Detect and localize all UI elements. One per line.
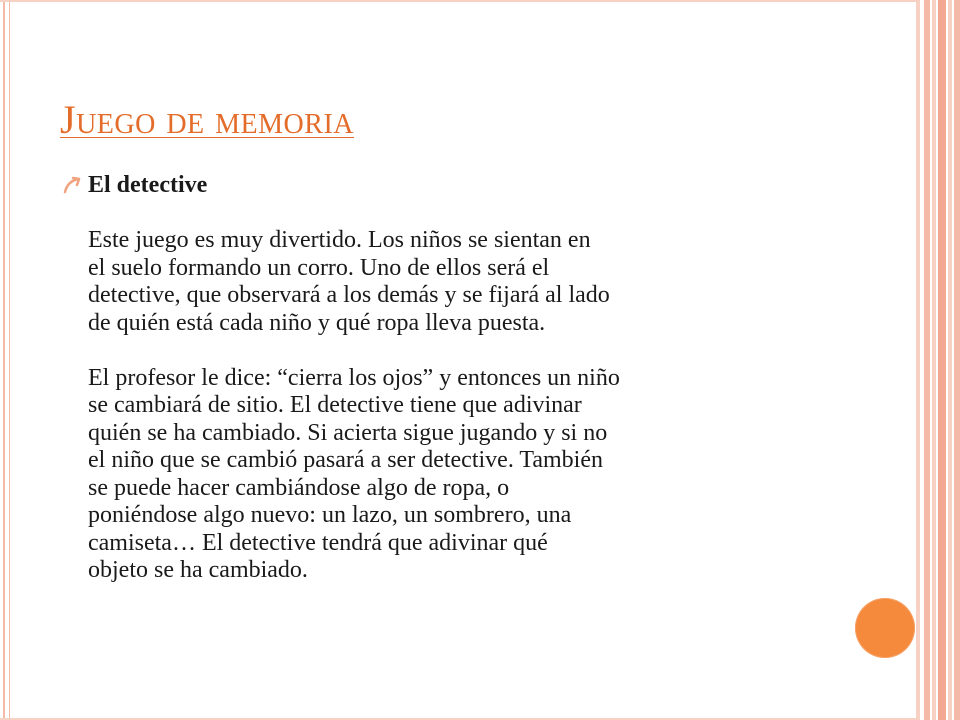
right-stripe: [954, 0, 960, 720]
left-decorative-border: [0, 0, 14, 720]
right-stripe: [948, 0, 952, 720]
bullet-heading: El detective: [88, 172, 208, 198]
bullet-arrow-icon: [63, 176, 81, 194]
slide-frame-top: [0, 0, 916, 2]
body-paragraph-2: El profesor le dice: “cierra los ojos” y entonces un niño se cambiará de sitio. El detective tiene que adivinar quién se ha cambiado. Si acierta sigue jugando y si no el niño que se cambió pasará a ser detective. También se puede hacer cambiándose algo de ropa, o poniéndose algo nuevo: un lazo, un sombrero, una camiseta… El detective tendrá que adivinar qué objeto se ha cambiado.: [88, 364, 620, 583]
right-stripe: [916, 0, 920, 720]
body-paragraph-1: Este juego es muy divertido. Los niños se sientan en el suelo formando un corro. Uno de ellos será el detective, que observará a los demás y se fijará al lado de quién está cada niño y qué ropa lleva puesta.: [88, 227, 610, 336]
left-border-line: [9, 0, 10, 720]
slide-title: Juego de memoria: [60, 97, 354, 142]
decorative-orange-circle: [855, 598, 915, 658]
right-stripe: [924, 0, 930, 720]
right-stripe: [938, 0, 946, 720]
left-border-line: [3, 0, 5, 720]
slide-body: [88, 172, 828, 612]
right-decorative-border: [916, 0, 960, 720]
right-stripe: [932, 0, 936, 720]
bullet-arrow-icon-svg: [63, 176, 81, 194]
